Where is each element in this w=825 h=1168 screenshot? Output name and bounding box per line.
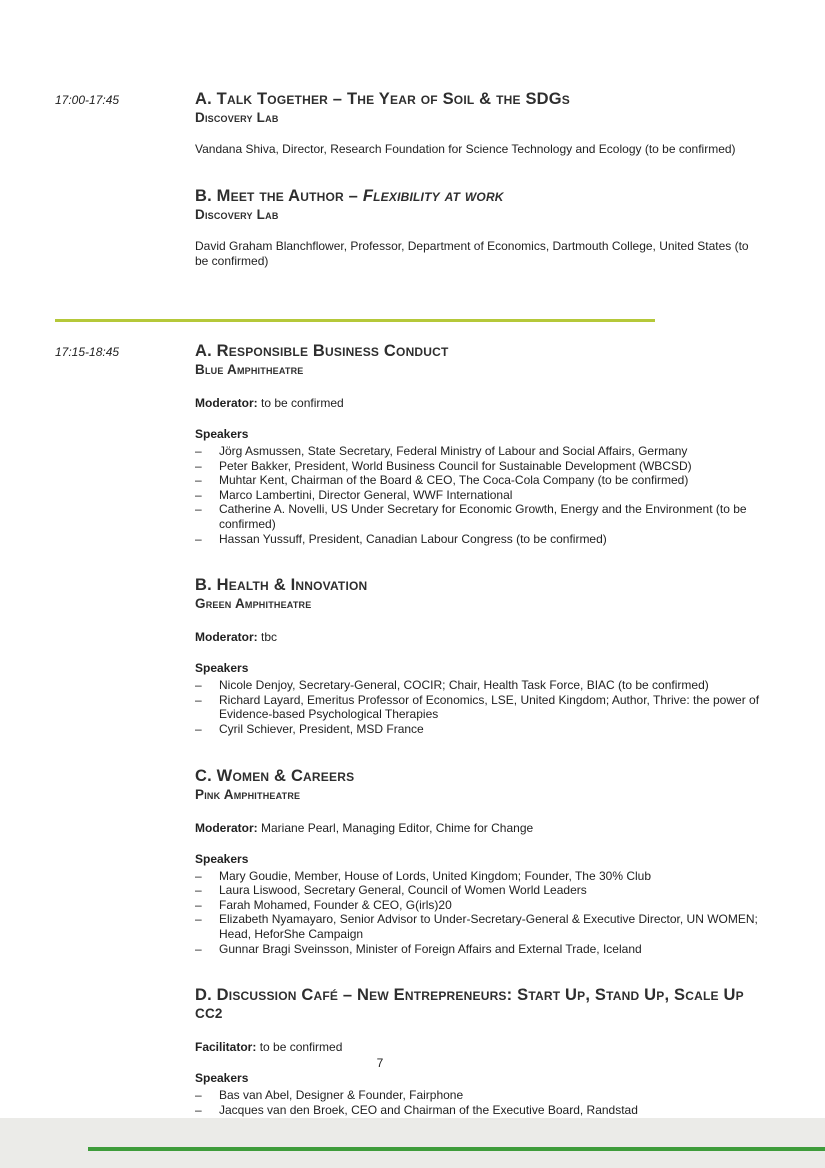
speaker-list [195,444,760,546]
moderator-value: to be confirmed [261,396,344,410]
speaker-item [195,1088,760,1103]
session-title: C. Women & Careers [195,766,355,785]
speaker-name: Jacques van den Broek, CEO and Chairman of the Executive Board, Randstad [219,1102,638,1117]
speaker-item [195,883,760,898]
speaker-item [195,444,760,459]
venue-label: Blue Amphitheatre [195,362,304,377]
speaker-item [195,678,760,693]
bullet-dash: – [195,502,202,517]
speaker-list [195,869,760,957]
bullet-dash: – [195,487,202,502]
speaker-list [195,678,760,736]
speaker-name: Peter Bakker, President, World Business Council for Sustainable Development (WBCSD) [219,458,692,473]
bullet-dash: – [195,941,202,956]
speaker-item [195,869,760,884]
session-title-text: B. Meet the Author – [195,187,363,205]
moderator-line [195,630,760,645]
speaker-item [195,912,760,941]
bullet-dash: – [195,868,202,883]
speaker-item [195,488,760,503]
slot-2-content [195,342,760,1141]
session-meet-the-author [195,187,760,269]
session-talk-together [195,90,760,157]
session-responsible-business-conduct [195,342,760,546]
moderator-label: Moderator: [195,820,258,835]
speakers-heading: Speakers [195,1071,249,1086]
session-title: A. Responsible Business Conduct [195,342,449,360]
bullet-dash: – [195,912,202,927]
speaker-item [195,898,760,913]
speaker-name: Jörg Asmussen, State Secretary, Federal Ministry of Labour and Social Affairs, Germany [219,444,688,458]
session-title: D. Discussion Café – New Entrepreneurs: Start Up, Stand Up, Scale Up [195,986,744,1005]
speaker-item [195,532,760,547]
speaker-name: Hassan Yussuff, President, Canadian Labour Congress (to be confirmed) [219,531,607,546]
session-title-italic: Flexibility at work [362,187,504,205]
speaker-name: Richard Layard, Emeritus Professor of Economics, LSE, United Kingdom; Author, Thrive: the power of Evidence-based Psychological Therapies [219,692,760,722]
bullet-dash: – [195,1088,202,1103]
facilitator-label: Facilitator: [195,1040,257,1055]
session-description: David Graham Blanchflower, Professor, Department of Economics, Dartmouth College, United States (to be confirmed) [195,239,749,268]
speaker-name: Marco Lambertini, Director General, WWF International [219,487,513,502]
speakers-heading: Speakers [195,661,249,676]
speaker-name: Farah Mohamed, Founder & CEO, G(irls)20 [219,897,452,912]
facilitator-value: to be confirmed [259,1040,343,1055]
venue-label: Pink Amphitheatre [195,786,301,802]
speaker-item [195,693,760,722]
section-divider [55,319,655,322]
speaker-item [195,459,760,474]
next-page-edge-line [88,1147,825,1151]
speaker-name: Elizabeth Nyamayaro, Senior Advisor to Under-Secretary-General & Executive Director, UN WOMEN; Head, HeforShe Campaign [219,912,758,941]
speaker-item [195,473,760,488]
session-discussion-cafe [195,986,760,1117]
speaker-name: Muhtar Kent, Chairman of the Board & CEO, The Coca-Cola Company (to be confirmed) [219,473,689,488]
time-label: 17:15-18:45 [55,345,120,359]
bullet-dash: – [195,678,202,693]
bullet-dash: – [195,883,202,898]
speaker-name: Bas van Abel, Designer & Founder, Fairphone [219,1088,464,1103]
speaker-item [195,1103,760,1118]
bullet-dash: – [195,458,202,473]
moderator-line [195,396,760,411]
bullet-dash: – [195,1102,202,1117]
moderator-label: Moderator: [195,396,258,410]
moderator-line [195,821,760,836]
moderator-label: Moderator: [195,630,258,645]
session-women-careers [195,767,760,957]
speaker-name: Cyril Schiever, President, MSD France [219,721,424,736]
scan-bottom-band [0,1118,825,1168]
bullet-dash: – [195,444,202,458]
facilitator-line [195,1040,760,1055]
session-title: B. Health & Innovation [195,576,368,595]
speaker-name: Gunnar Bragi Sveinsson, Minister of Foreign Affairs and External Trade, Iceland [219,941,642,956]
session-title: A. Talk Together – The Year of Soil & the SDGs [195,90,571,108]
speaker-name: Nicole Denjoy, Secretary-General, COCIR; Chair, Health Task Force, BIAC (to be confirmed) [219,678,709,693]
moderator-value: tbc [261,630,278,645]
speakers-heading: Speakers [195,427,249,441]
speaker-name: Mary Goudie, Member, House of Lords, United Kingdom; Founder, The 30% Club [219,868,652,883]
bullet-dash: – [195,473,202,488]
session-title [195,187,760,206]
speaker-item [195,502,760,531]
moderator-value: Mariane Pearl, Managing Editor, Chime for Change [261,820,534,835]
venue-label: CC2 [195,1006,223,1022]
venue-label: Green Amphitheatre [195,596,312,612]
bullet-dash: – [195,721,202,736]
session-health-innovation [195,576,760,736]
bullet-dash: – [195,692,202,707]
speakers-heading: Speakers [195,851,249,866]
time-label: 17:00-17:45 [55,93,120,107]
venue-label: Discovery Lab [195,207,279,222]
session-description: Vandana Shiva, Director, Research Foundation for Science Technology and Ecology (to be confirmed) [195,142,736,156]
speaker-list [195,1088,760,1117]
bullet-dash: – [195,531,202,546]
speaker-item [195,722,760,737]
slot-1-content [195,90,760,293]
page-number: 7 [376,1056,384,1070]
venue-label: Discovery Lab [195,110,279,125]
speaker-item [195,942,760,957]
bullet-dash: – [195,897,202,912]
speaker-name: Laura Liswood, Secretary General, Council of Women World Leaders [219,883,587,898]
time-slot-1 [55,90,760,293]
speaker-name: Catherine A. Novelli, US Under Secretary for Economic Growth, Energy and the Environment (to be confirmed) [219,502,747,531]
time-slot-2 [55,342,760,1141]
